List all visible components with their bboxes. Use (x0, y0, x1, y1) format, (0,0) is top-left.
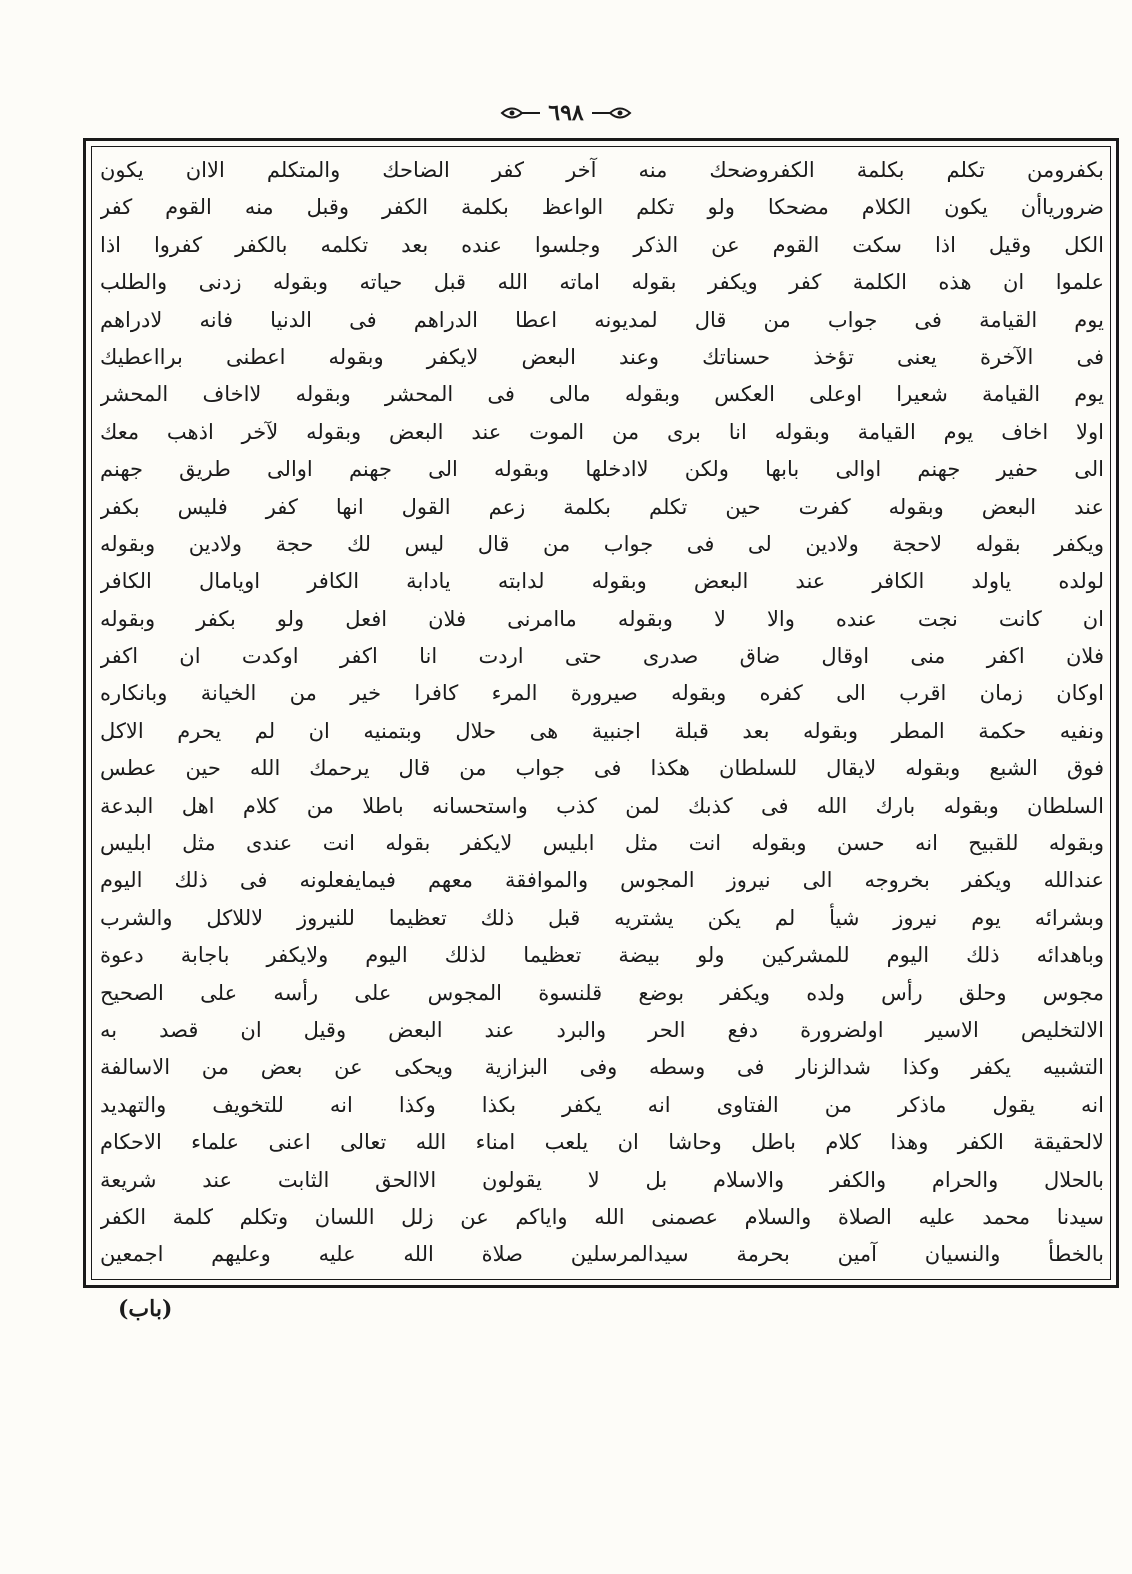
catchword: (باب) (118, 1296, 173, 1322)
text-line: سيدنا محمد عليه الصلاة والسلام عصمنى الله واياكم عن زلل اللسان وتكلم كلمة الكفر (100, 1204, 1104, 1229)
text-line: ويكفر بقوله لاحجة ولادين لى فى جواب من قال ليس لك حجة ولادين وبقوله (100, 531, 1104, 556)
text-line: الالتخليص الاسير اولضرورة دفع الحر والبرد عند البعض وقيل ان قصد به (100, 1017, 1104, 1042)
text-line: بالحلال والحرام والكفر والاسلام بل لا يقولون الاالحق الثابت عند شريعة (100, 1167, 1104, 1192)
text-line: عندالله ويكفر بخروجه الى نيروز المجوس والموافقة معهم فيمايفعلونه فى ذلك اليوم (100, 868, 1104, 893)
text-line: اوكان زمان اقرب الى كفره وبقوله صيرورة المرء كافرا خير من الخيانة وبانكاره (100, 681, 1104, 706)
text-line: وباهدائه ذلك اليوم للمشركين ولو بيضة تعظيما لذلك اليوم ولايكفر باجابة دعوة (100, 943, 1104, 968)
page-header (0, 100, 1132, 126)
ornament-left-icon (590, 104, 632, 122)
text-line: علموا ان هذه الكلمة كفر ويكفر بقوله اماته الله قبل حياته وبقوله زدنى والطلب (100, 270, 1104, 295)
text-line: ضرورياأن يكون الكلام مضحكا ولو تكلم الواعظ بكلمة الكفر وقبل منه القوم كفر (100, 195, 1104, 220)
text-line: فوق الشبع وبقوله لايقال للسلطان هكذا فى جواب من قال يرحمك الله حين عطس (100, 756, 1104, 781)
text-line: ونفيه حكمة المطر وبقوله بعد قبلة اجنبية هى حلال وبتمنيه ان لم يحرم الاكل (100, 718, 1104, 743)
text-line: لولده ياولد الكافر عند البعض وبقوله لدابته يادابة الكافر اويامال الكافر (100, 569, 1104, 594)
text-line: انه يقول ماذكر من الفتاوى انه يكفر بكذا وكذا انه للتخويف والتهديد (100, 1092, 1104, 1117)
text-line: فلان اكفر منى اوقال ضاق صدرى حتى اردت انا اكفر اوكدت ان اكفر (100, 644, 1104, 669)
text-line: اولا اخاف يوم القيامة وبقوله انا برى من الموت عند البعض وبقوله لآخر اذهب معك (100, 419, 1104, 444)
text-line: يوم القيامة فى جواب من قال لمديونه اعطا الدراهم فى الدنيا فانه لادراهم (100, 307, 1104, 332)
page-number: ٦٩٨ (548, 100, 584, 126)
text-line: بالخطأ والنسيان آمين بحرمة سيدالمرسلين صلاة الله عليه وعليهم اجمعين (100, 1242, 1104, 1267)
text-block (100, 152, 1104, 1274)
text-line: ان كانت نجت عنده والا لا وبقوله ماامرنى فلان افعل ولو بكفر وبقوله (100, 606, 1104, 631)
text-line: لالحقيقة الكفر وهذا كلام باطل وحاشا ان يلعب امناء الله تعالى اعنى علماء الاحكام (100, 1130, 1104, 1155)
text-line: وبقوله للقبيح انه حسن وبقوله انت مثل ابليس لايكفر بقوله انت عندى مثل ابليس (100, 831, 1104, 856)
text-line: الكل وقيل اذا سكت القوم عن الذكر وجلسوا عنده بعد تكلمه بالكفر كفروا اذا (100, 232, 1104, 257)
text-line: التشبيه يكفر وكذا شدالزنار فى وسطه وفى البزازية ويحكى عن بعض من الاسالفة (100, 1055, 1104, 1080)
text-line: وبشرائه يوم نيروز شيأ لم يكن يشتريه قبل ذلك تعظيما للنيروز لاللاكل والشرب (100, 905, 1104, 930)
text-line: السلطان وبقوله بارك الله فى كذبك لمن كذب واستحسانه باطلا من كلام اهل البدعة (100, 793, 1104, 818)
text-line: يوم القيامة شعيرا اوعلى العكس وبقوله مالى فى المحشر وبقوله لااخاف المحشر (100, 382, 1104, 407)
text-line: مجوس وحلق رأس ولده ويكفر بوضع قلنسوة المجوس على رأسه على الصحيح (100, 980, 1104, 1005)
text-line: الى حفير جهنم اوالى بابها ولكن لاادخلها وبقوله الى جهنم اوالى طريق جهنم (100, 457, 1104, 482)
text-line: فى الآخرة يعنى تؤخذ حسناتك وعند البعض لايكفر وبقوله اعطنى برااعطيك (100, 344, 1104, 369)
ornament-right-icon (500, 104, 542, 122)
text-line: بكفرومن تكلم بكلمة الكفروضحك منه آخر كفر الضاحك والمتكلم الاان يكون (100, 158, 1104, 182)
text-line: عند البعض وبقوله كفرت حين تكلم بكلمة زعم القول انها كفر فليس بكفر (100, 494, 1104, 519)
